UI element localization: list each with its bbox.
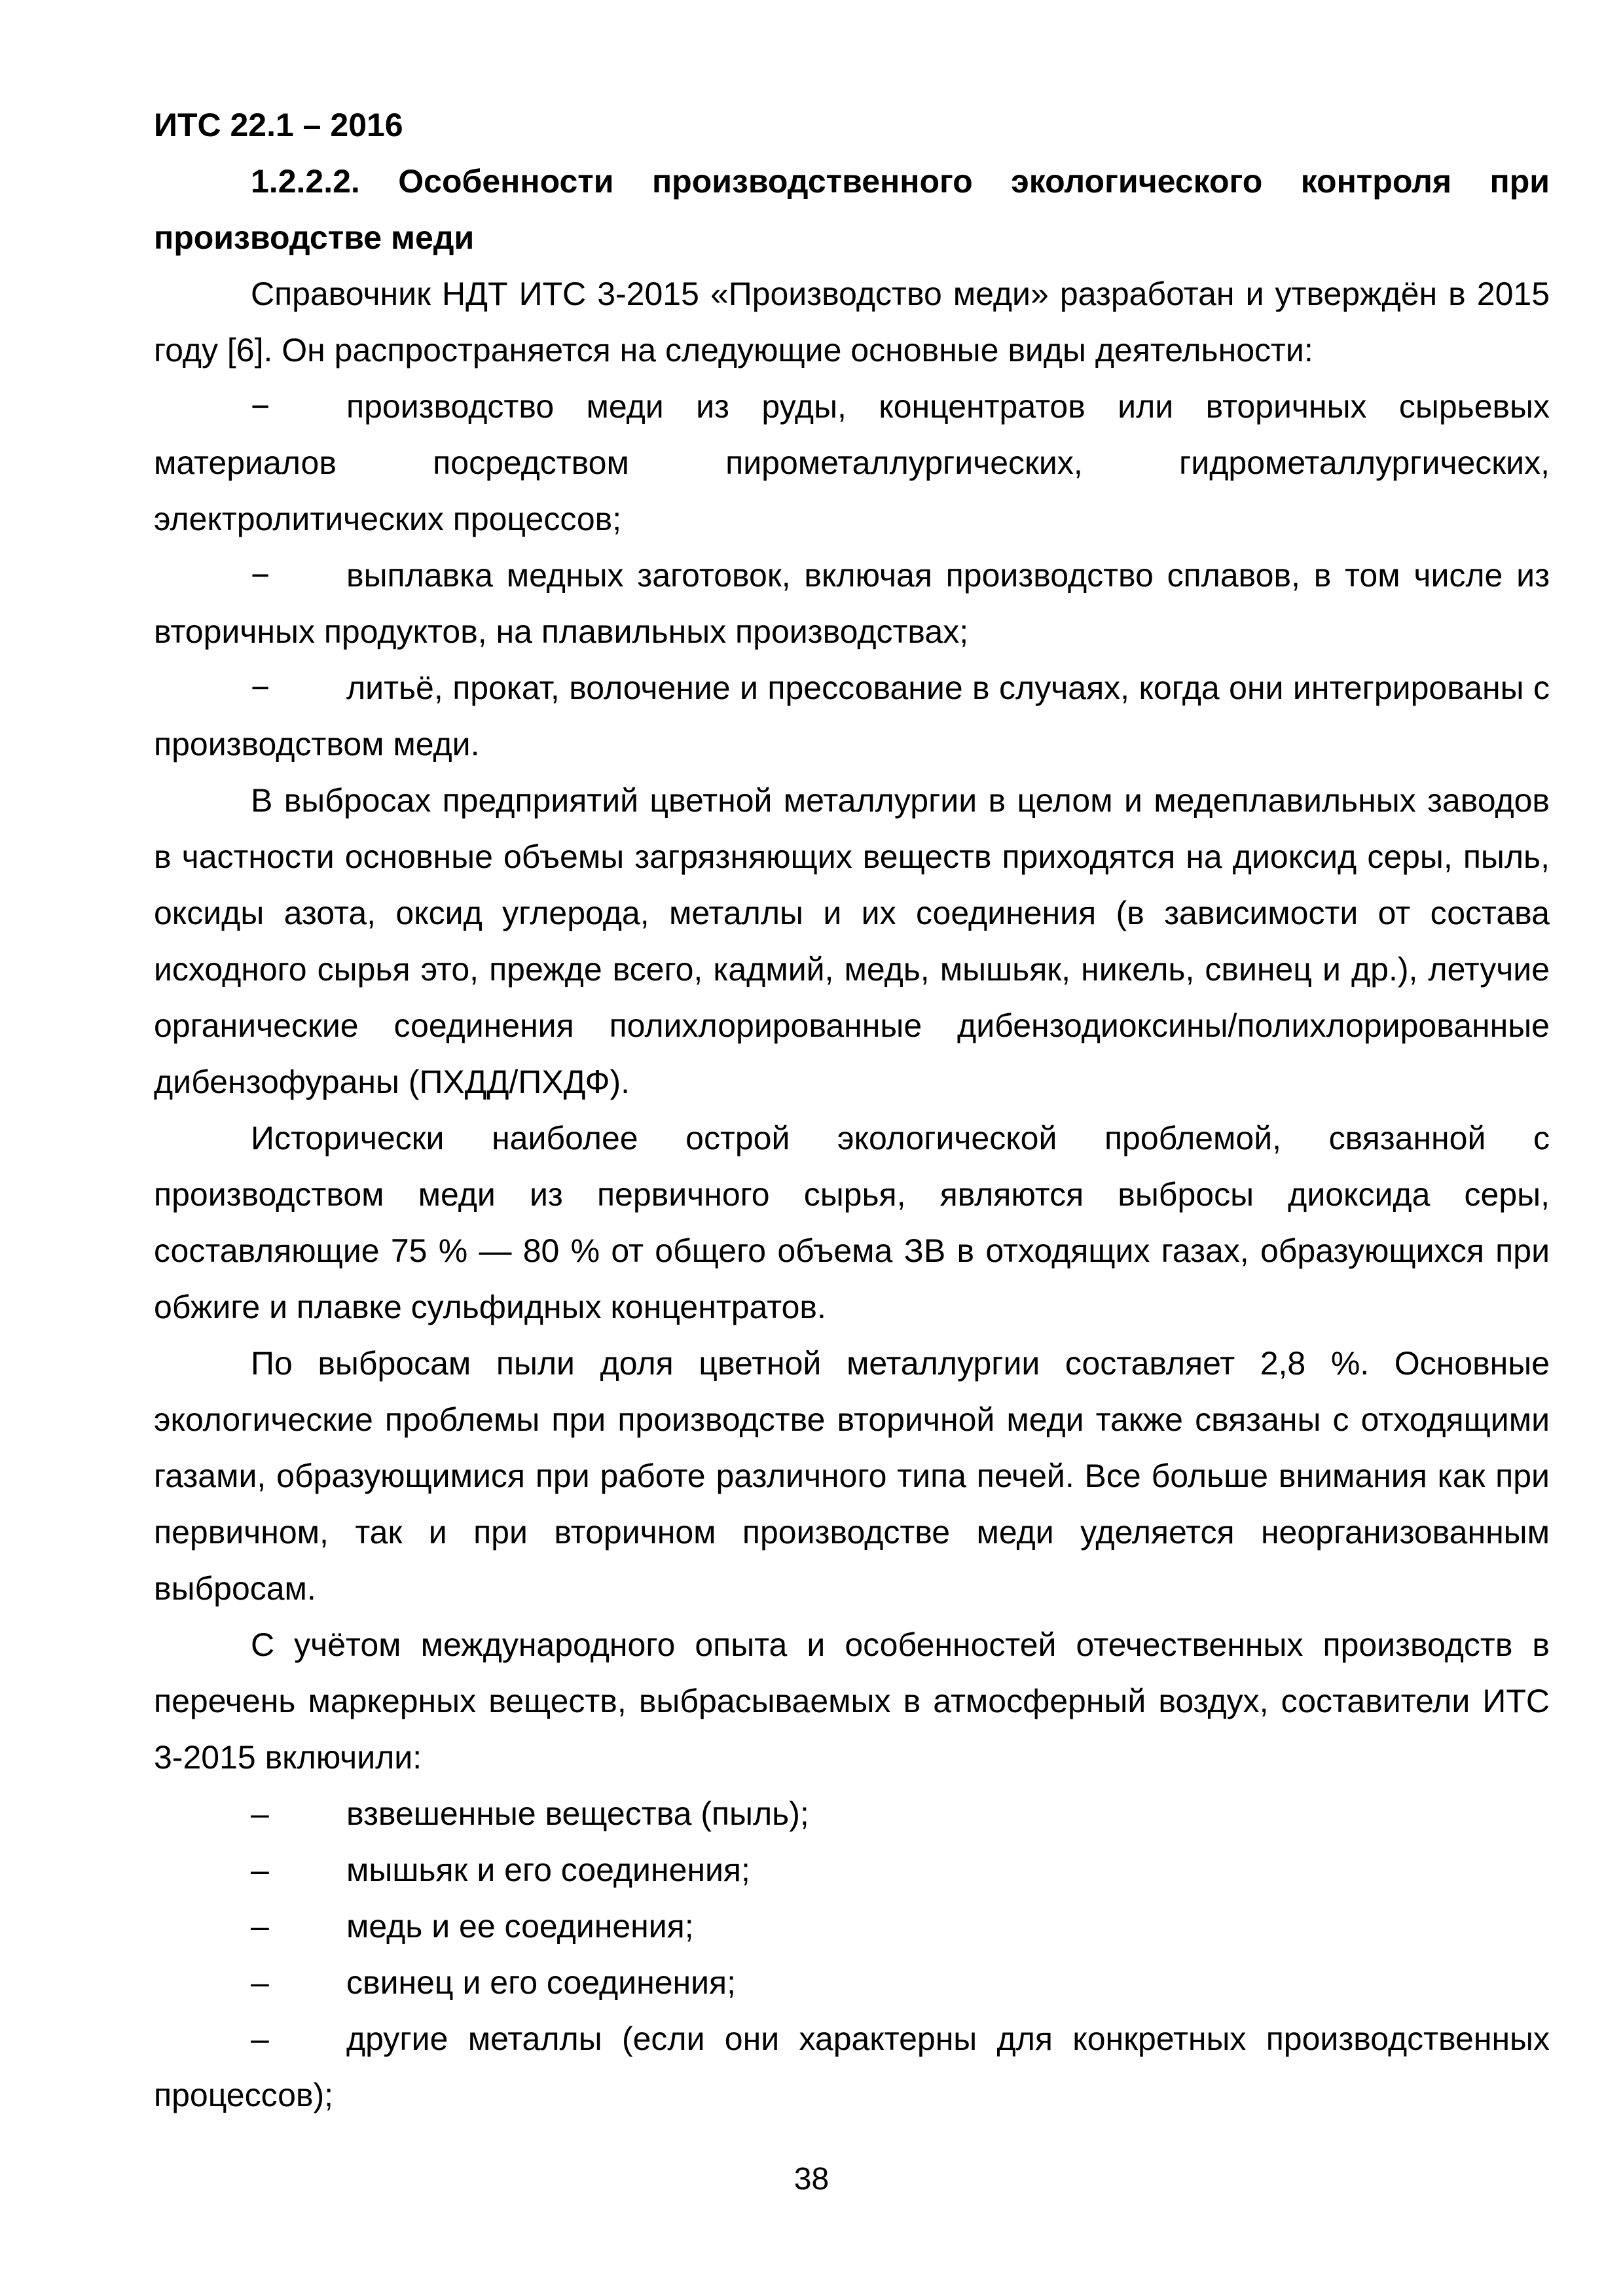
list-item-text: другие металлы (если они характерны для конкретных производственных процессов); bbox=[154, 2020, 1550, 2113]
paragraph-dust: По выбросам пыли доля цветной металлургии составляет 2,8 %. Основные экологические проблемы при производстве вторичной меди также связаны с отходящими газами, образующимися при работе различного типа печей. Все больше внимания как при первичном, так и при вторичном производстве меди уделяется неорганизованным выбросам. bbox=[154, 1345, 1550, 1607]
paragraph-history: Исторически наиболее острой экологической проблемой, связанной с производством меди из первичного сырья, являются выбросы диоксида серы, составляющие 75 % — 80 % от общего объема ЗВ в отходящих газах, образующихся при обжиге и плавке сульфидных концентратов. bbox=[154, 1120, 1550, 1325]
page-number: 38 bbox=[793, 2162, 830, 2197]
dash-marker: – bbox=[251, 1908, 269, 1945]
paragraph-markers-intro: С учётом международного опыта и особенностей отечественных производств в перечень маркерных веществ, выбрасываемых в атмосферный воздух, составители ИТС 3-2015 включили: bbox=[154, 1626, 1550, 1776]
list-item-substance bbox=[154, 1842, 1550, 1898]
paragraph-emissions: В выбросах предприятий цветной металлургии в целом и медеплавильных заводов в частности основные объемы загрязняющих веществ приходятся на диоксид серы, пыль, оксиды азота, оксид углерода, металлы и их соединения (в зависимости от состава исходного сырья это, прежде всего, кадмий, медь, мышьяк, никель, свинец и др.), летучие органические соединения полихлорированные дибензодиоксины/полихлорированные дибензофураны (ПХДД/ПХДФ). bbox=[154, 782, 1550, 1100]
list-item-text: взвешенные вещества (пыль); bbox=[346, 1795, 809, 1832]
document-body bbox=[154, 97, 1550, 2123]
list-item-text: медь и ее соединения; bbox=[346, 1908, 694, 1945]
dash-marker: – bbox=[251, 1964, 269, 2001]
list-item-activity bbox=[154, 378, 1550, 547]
section-heading: 1.2.2.2. Особенности производственного экологического контроля при производстве меди bbox=[154, 163, 1550, 256]
list-item-text: выплавка медных заготовок, включая производство сплавов, в том числе из вторичных продуктов, на плавильных производствах; bbox=[154, 557, 1550, 650]
list-item-text: мышьяк и его соединения; bbox=[346, 1852, 750, 1888]
dash-marker: − bbox=[251, 670, 270, 706]
list-item-text: производство меди из руды, концентратов или вторичных сырьевых материалов посредством пирометаллургических, гидрометаллургических, электролитических процессов; bbox=[154, 388, 1550, 537]
dash-marker: – bbox=[251, 1795, 269, 1832]
dash-marker: – bbox=[251, 1852, 269, 1888]
list-item-activity bbox=[154, 547, 1550, 660]
list-item-substance bbox=[154, 2011, 1550, 2123]
dash-marker: − bbox=[251, 557, 270, 594]
list-item-substance bbox=[154, 1954, 1550, 2011]
list-item-substance bbox=[154, 1785, 1550, 1842]
dash-marker: − bbox=[251, 388, 270, 425]
list-item-text: литьё, прокат, волочение и прессование в случаях, когда они интегрированы с производством меди. bbox=[154, 670, 1550, 762]
document-header: ИТС 22.1 – 2016 bbox=[154, 107, 403, 143]
paragraph-intro: Справочник НДТ ИТС 3-2015 «Производство меди» разработан и утверждён в 2015 году [6]. Он распространяется на следующие основные виды деятельности: bbox=[154, 276, 1550, 368]
dash-marker: – bbox=[251, 2020, 269, 2057]
list-item-activity bbox=[154, 660, 1550, 772]
list-item-text: свинец и его соединения; bbox=[346, 1964, 737, 2001]
list-item-substance bbox=[154, 1898, 1550, 1954]
